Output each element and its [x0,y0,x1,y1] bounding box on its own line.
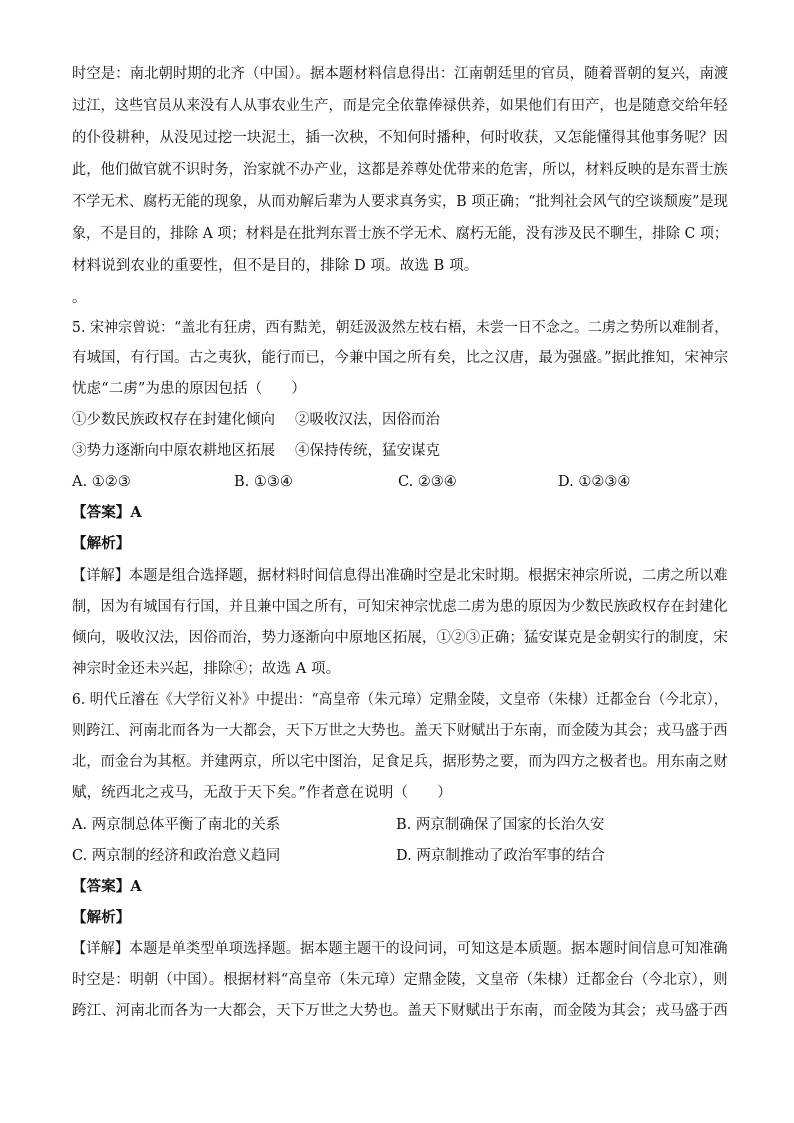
q6-answer: 【答案】A [72,878,142,895]
q5-detail-line: 【详解】本题是组合选择题，据材料时间信息得出准确时空是北宋时期。根据宋神宗所说，二虏之所以难 [72,568,728,584]
q5-item-4: ④保持传统，猛安谋克 [295,443,440,459]
q6-option-c: C. 两京制的经济和政治意义趋同 [72,848,281,864]
question-5-stem: 忧虑“二虏”为患的原因包括（ ） [72,381,307,397]
q5-item-2: ②吸收汉法，因俗而治 [295,412,440,428]
q5-option-a: A. ①②③ [72,474,131,490]
q6-option-d: D. 两京制推动了政治军事的结合 [396,848,605,864]
q5-item-1: ①少数民族政权存在封建化倾向 [72,412,275,428]
q5-option-c: C. ②③④ [398,474,457,490]
q6-detail-line: 【详解】本题是单类型单项选择题。据本题主题干的设问词，可知这是本质题。据本题时间信息可知准确 [72,941,728,957]
stray-mark: 。 [72,290,87,306]
q5-answer: 【答案】A [72,504,142,521]
q6-analysis-label: 【解析】 [72,909,131,926]
q5-item-3: ③势力逐渐向中原农耕地区拓展 [72,443,275,459]
question-6-stem: 赋，统西北之戎马，无敌于天下矣。”作者意在说明（ ） [72,785,452,801]
analysis-line: 象，不是目的，排除 A 项；材料是在批判东晋士族不学无术、腐朽无能，没有涉及民不聊生，排除 C 项； [72,226,728,242]
q5-option-b: B. ①③④ [234,474,293,490]
question-5-stem: 5. 宋神宗曾说：“盖北有狂虏，西有黠羌，朝廷汲汲然左枝右梧，未尝一日不念之。二虏之势所以难制者， [72,320,729,336]
question-6-stem: 北，而金台为其枢。并建两京，所以宅中图治，足食足兵，据形势之要，而为四方之极者也。用东南之财 [72,754,728,770]
analysis-line: 时空是：南北朝时期的北齐（中国）。据本题材料信息得出：江南朝廷里的官员，随着晋朝的复兴，南渡 [72,66,729,82]
question-6-stem: 6. 明代丘濬在《大学衍义补》中提出：“高皇帝（朱元璋）定鼎金陵，文皇帝（朱棣）迁都金台（今北京）， [72,692,728,708]
analysis-line: 材料说到农业的重要性，但不是目的，排除 D 项。故选 B 项。 [72,258,479,274]
analysis-line: 的仆役耕种，从没见过挖一块泥土，插一次秧，不知何时播种，何时收获，又怎能懂得其他事务呢？因 [72,130,728,146]
q5-detail-line: 神宗时金还未兴起，排除④；故选 A 项。 [72,661,341,677]
q5-analysis-label: 【解析】 [72,535,131,552]
q6-option-b: B. 两京制确保了国家的长治久安 [396,817,605,833]
question-6-stem: 则跨江、河南北而各为一大都会，天下万世之大势也。盖天下财赋出于东南，而金陵为其会；戎马盛于西 [72,723,728,739]
q5-option-d: D. ①②③④ [558,474,631,490]
question-5-stem: 有城国，有行国。古之夷狄，能行而已，今兼中国之所有矣，比之汉唐，最为强盛。”据此推知，宋神宗 [72,350,729,366]
analysis-line: 过江，这些官员从来没有人从事农业生产，而是完全依靠俸禄供养，如果他们有田产，也是随意交给年轻 [72,98,728,114]
q5-detail-line: 倾向，吸收汉法，因俗而治，势力逐渐向中原地区拓展，①②③正确；猛安谋克是金朝实行的制度，宋 [72,630,728,646]
analysis-line: 此，他们做官就不识时务，治家就不办产业，这都是养尊处优带来的危害，所以，材料反映的是东晋士族 [72,162,728,178]
q6-option-a: A. 两京制总体平衡了南北的关系 [72,817,281,833]
q5-detail-line: 制，因为有城国有行国，并且兼中国之所有，可知宋神宗忧虑二虏为患的原因为少数民族政权存在封建化 [72,599,728,615]
q6-detail-line: 跨江、河南北而各为一大都会，天下万世之大势也。盖天下财赋出于东南，而金陵为其会；戎马盛于西 [72,1003,728,1019]
analysis-line: 不学无术、腐朽无能的现象，从而劝解后辈为人要求真务实，B 项正确；“批判社会风气的空谈颓废”是现 [72,194,728,210]
q6-detail-line: 时空是：明朝（中国）。根据材料“高皇帝（朱元璋）定鼎金陵，文皇帝（朱棣）迁都金台（今北京），则 [72,972,728,988]
